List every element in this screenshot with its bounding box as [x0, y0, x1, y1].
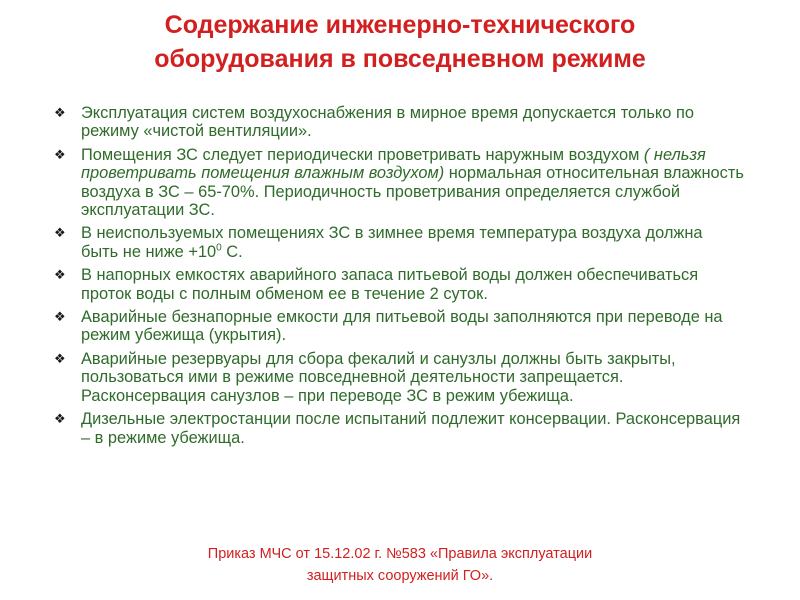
source-reference-line-2: защитных сооружений ГО».: [306, 568, 494, 584]
bullet-list: [54, 104, 744, 452]
bullet-item-gravity-tanks: [54, 308, 744, 345]
diamond-bullet-icon: ❖: [54, 146, 66, 162]
bullet-text-after: нормальная относительная влажность воздуха в ЗС – 65-70%. Периодичность проветривания определяется службой эксплуатации ЗС.: [81, 164, 744, 220]
slide-title-line-2: оборудования в повседневном режиме: [154, 45, 646, 73]
bullet-text: Аварийные безнапорные емкости для питьевой воды заполняются при переводе на режим убежища (укрытия).: [81, 308, 723, 345]
diamond-bullet-icon: ❖: [54, 350, 66, 366]
bullet-text-before: В неиспользуемых помещениях ЗС в зимнее время температура воздуха должна быть не ниже +10: [81, 224, 703, 261]
bullet-item-temperature: [54, 224, 744, 261]
bullet-text: В напорных емкостях аварийного запаса питьевой воды должен обеспечиваться проток воды с полным обменом ее в течение 2 суток.: [81, 266, 699, 303]
bullet-text: Эксплуатация систем воздухоснабжения в мирное время допускается только по режиму «чистой вентиляции».: [81, 104, 694, 141]
bullet-text-before: Помещения ЗС следует периодически проветривать наружным воздухом: [81, 145, 644, 164]
diamond-bullet-icon: ❖: [54, 267, 66, 283]
diamond-bullet-icon: ❖: [54, 105, 66, 120]
source-reference: [120, 543, 680, 587]
diamond-bullet-icon: ❖: [54, 225, 66, 241]
slide-title-line-1: Содержание инженерно-технического: [164, 11, 636, 39]
bullet-item-diesel-plants: [54, 410, 744, 447]
diamond-bullet-icon: ❖: [54, 411, 66, 427]
bullet-text-after: С.: [221, 242, 243, 261]
bullet-text: Дизельные электростанции после испытаний подлежит консервации. Расконсервация – в режиме убежища.: [81, 410, 741, 447]
bullet-item-pressure-tanks: [54, 266, 744, 303]
diamond-bullet-icon: ❖: [54, 309, 66, 325]
degree-superscript: 0: [216, 242, 222, 254]
slide-title: [40, 8, 760, 76]
bullet-item-sanitary: [54, 350, 744, 405]
bullet-item-ventilation: [54, 146, 744, 220]
bullet-text: Аварийные резервуары для сбора фекалий и санузлы должны быть закрыты, пользоваться ими в режиме повседневной деятельности запрещается. Расконсервация санузлов – при переводе ЗС в режим убежища.: [81, 349, 676, 405]
source-reference-line-1: Приказ МЧС от 15.12.02 г. №583 «Правила эксплуатации: [207, 546, 593, 562]
bullet-item-air-supply: [54, 104, 744, 141]
bullet-text-emphasis: ( нельзя проветривать помещения влажным воздухом): [81, 145, 706, 183]
